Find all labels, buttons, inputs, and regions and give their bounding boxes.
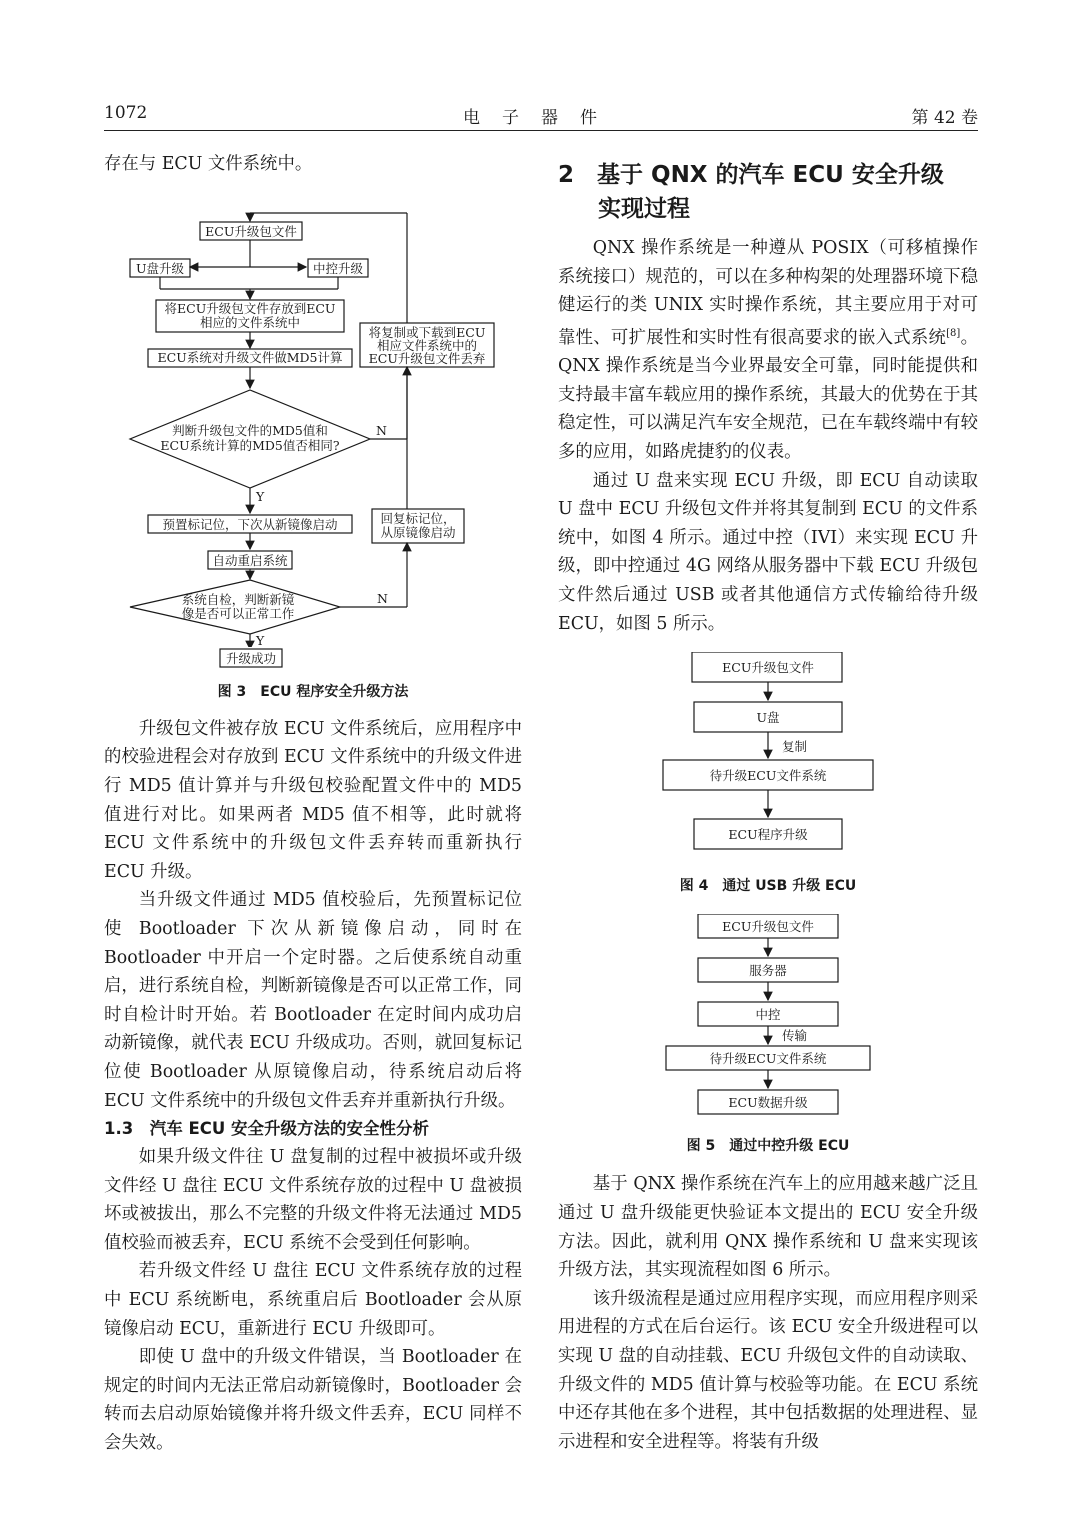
right-paragraph-1-a: QNX 操作系统是一种遵从 POSIX（可移植操作系统接口）规范的，可以在多种构架的处理器环境下稳健运行的类 UNIX 实时操作系统，其主要应用于对可靠性、可扩展性和实时性有很高要求的嵌入式系统 xyxy=(558,238,978,348)
fig3-restore-label-2: 从原镜像启动 xyxy=(380,524,456,540)
section-2-heading-line-2: 实现过程 xyxy=(598,196,690,222)
fig3-judge-label-2: ECU系统计算的MD5值否相同? xyxy=(160,437,340,453)
fig3-discard-label-2: 相应文件系统中的 xyxy=(376,337,478,353)
fig5-box-3: 中控 xyxy=(755,1007,781,1023)
fig4-copy-label: 复制 xyxy=(782,739,808,755)
left-paragraph-3: 如果升级文件往 U 盘复制的过程中被损坏或升级文件经 U 盘往 ECU 文件系统存放的过程中 U 盘被损坏或被拔出，那么不完整的升级文件将无法通过 MD5 值校验而被丢弃，ECU 系统不会受到任何影响。 xyxy=(104,1147,522,1253)
fig3-preset-label: 预置标记位，下次从新镜像启动 xyxy=(162,516,338,532)
figure-4-flowchart xyxy=(558,652,978,860)
right-paragraph-3: 基于 QNX 操作系统在汽车上的应用越来越广泛且通过 U 盘升级能更快验证本文提出的 ECU 安全升级方法。因此，就利用 QNX 操作系统和 U 盘来实现该升级方法，其实现流程如图 6 所示。 xyxy=(558,1174,978,1281)
section-2-heading-line-1: 2 基于 QNX 的汽车 ECU 安全升级 xyxy=(558,162,944,188)
figure-4 xyxy=(558,652,978,900)
section-1-3-heading: 1.3 汽车 ECU 安全升级方法的安全性分析 xyxy=(104,1119,429,1139)
fig5-transfer-label: 传输 xyxy=(782,1028,808,1044)
left-paragraph-5: 即使 U 盘中的升级文件错误，当 Bootloader 在规定的时间内无法正常启动新镜像时，Bootloader 会转而去启动原始镜像并将升级文件丢弃，ECU 同样不会失效。 xyxy=(104,1347,522,1454)
fig4-box-2: U盘 xyxy=(756,710,780,726)
figure-3-flowchart xyxy=(104,185,522,647)
fig3-reboot-label: 自动重启系统 xyxy=(212,552,288,568)
fig3-check-label-1: 系统自检，判断新镜 xyxy=(181,591,295,607)
fig3-md5-label: ECU系统对升级文件做MD5计算 xyxy=(157,349,343,365)
running-header xyxy=(104,100,978,131)
left-paragraph-4: 若升级文件经 U 盘往 ECU 文件系统存放的过程中 ECU 系统断电，系统重启后 Bootloader 会从原镜像启动 ECU，重新进行 ECU 升级即可。 xyxy=(104,1261,522,1339)
right-paragraph-4: 该升级流程是通过应用程序实现，而应用程序则采用进程的方式在后台运行。该 ECU 安全升级进程可以实现 U 盘的自动挂载、ECU 升级包文件的自动读取、升级文件的 MD5 值计算与校验等功能。在 ECU 系统中还存其他在多个进程，其中包括数据的处理进程、显示进程和安全进程等。将装有升级 xyxy=(558,1288,978,1452)
right-column xyxy=(558,158,978,1456)
fig5-box-5: ECU数据升级 xyxy=(728,1095,808,1111)
fig4-box-1: ECU升级包文件 xyxy=(722,660,814,676)
fig5-box-4: 待升级ECU文件系统 xyxy=(709,1051,827,1067)
fig3-success-label: 升级成功 xyxy=(225,651,277,667)
left-column xyxy=(104,150,522,1458)
page-number: 1072 xyxy=(104,103,148,123)
fig3-n1-label: N xyxy=(376,422,387,438)
left-paragraph-1: 升级包文件被存放 ECU 文件系统后，应用程序中的校验进程会对存放到 ECU 文件系统中的升级文件进行 MD5 值计算并与升级包校验配置文件中的 MD5 值进行对比。如果两者 MD5 值不相等，此时就将 ECU 文件系统中的升级包文件丢弃转而重新执行 ECU 升级。 xyxy=(104,718,522,882)
fig3-store-label-1: 将ECU升级包文件存放到ECU xyxy=(164,300,336,316)
right-paragraph-2: 通过 U 盘来实现 ECU 升级，即 ECU 自动读取 U 盘中 ECU 升级包文件并将其复制到 ECU 的文件系统中，如图 4 所示。通过中控（IVI）来实现 ECU 升级，即中控通过 4G 网络从服务器中下载 ECU 升级包文件然后通过 USB 或者其他通信方式传输给待升级 ECU，如图 5 所示。 xyxy=(558,470,978,634)
fig3-n2-label: N xyxy=(377,590,388,606)
journal-name: 电子器件 xyxy=(463,108,619,128)
fig3-restore-label-1: 回复标记位， xyxy=(380,510,456,526)
fig4-box-4: ECU程序升级 xyxy=(728,827,808,843)
fig3-judge-label-1: 判断升级包文件的MD5值和 xyxy=(172,422,328,438)
volume-label: 第 42 卷 xyxy=(911,108,978,128)
fig3-usb-label: U盘升级 xyxy=(135,260,185,276)
fig5-box-1: ECU升级包文件 xyxy=(722,919,814,935)
fig3-discard-label-3: ECU升级包文件丢弃 xyxy=(368,350,486,366)
fig3-store-label-2: 相应的文件系统中 xyxy=(199,314,301,330)
fig4-box-3: 待升级ECU文件系统 xyxy=(709,768,827,784)
right-paragraph-1 xyxy=(558,234,978,467)
fig3-check-label-2: 像是否可以正常工作 xyxy=(181,605,295,621)
figure-5 xyxy=(558,914,978,1160)
intro-line: 存在与 ECU 文件系统中。 xyxy=(104,154,313,174)
fig3-y1-label: Y xyxy=(256,488,265,504)
left-paragraph-2: 当升级文件通过 MD5 值校验后，先预置标记位使 Bootloader 下次从新镜像启动，同时在 Bootloader 中开启一个定时器。之后使系统自动重启，进行系统自检，判断新镜像是否可以正常工作，同时自检计时开始。若 Bootloader 在定时间内成功启动新镜像，就代表 ECU 升级成功。否则，就回复标记位使 Bootloader 从原镜像启动，待系统启动后将 ECU 文件系统中的升级包文件丢弃并重新执行升级。 xyxy=(104,890,522,1111)
figure-3 xyxy=(104,185,522,707)
citation-8: [8] xyxy=(946,327,961,339)
figure-5-flowchart xyxy=(558,914,978,1118)
figure-5-caption: 图 5 通过中控升级 ECU xyxy=(686,1137,850,1154)
fig3-ivi-label: 中控升级 xyxy=(312,260,364,276)
right-paragraph-1-b: 。QNX 操作系统是当今业界最安全可靠，同时能提供和支持最丰富车载应用的操作系统，其最大的优势在于其稳定性，可以满足汽车安全规范，已在车载终端中有较多的应用，如路虎捷豹的仪表。 xyxy=(558,327,978,462)
fig5-box-2: 服务器 xyxy=(749,963,787,979)
fig3-top-label: ECU升级包文件 xyxy=(205,223,297,239)
fig3-y2-label: Y xyxy=(256,632,265,647)
fig3-discard-label-1: 将复制或下载到ECU xyxy=(368,324,486,340)
figure-3-caption: 图 3 ECU 程序安全升级方法 xyxy=(217,684,409,701)
fig3-success-node xyxy=(104,648,522,670)
figure-4-caption: 图 4 通过 USB 升级 ECU xyxy=(679,877,857,894)
